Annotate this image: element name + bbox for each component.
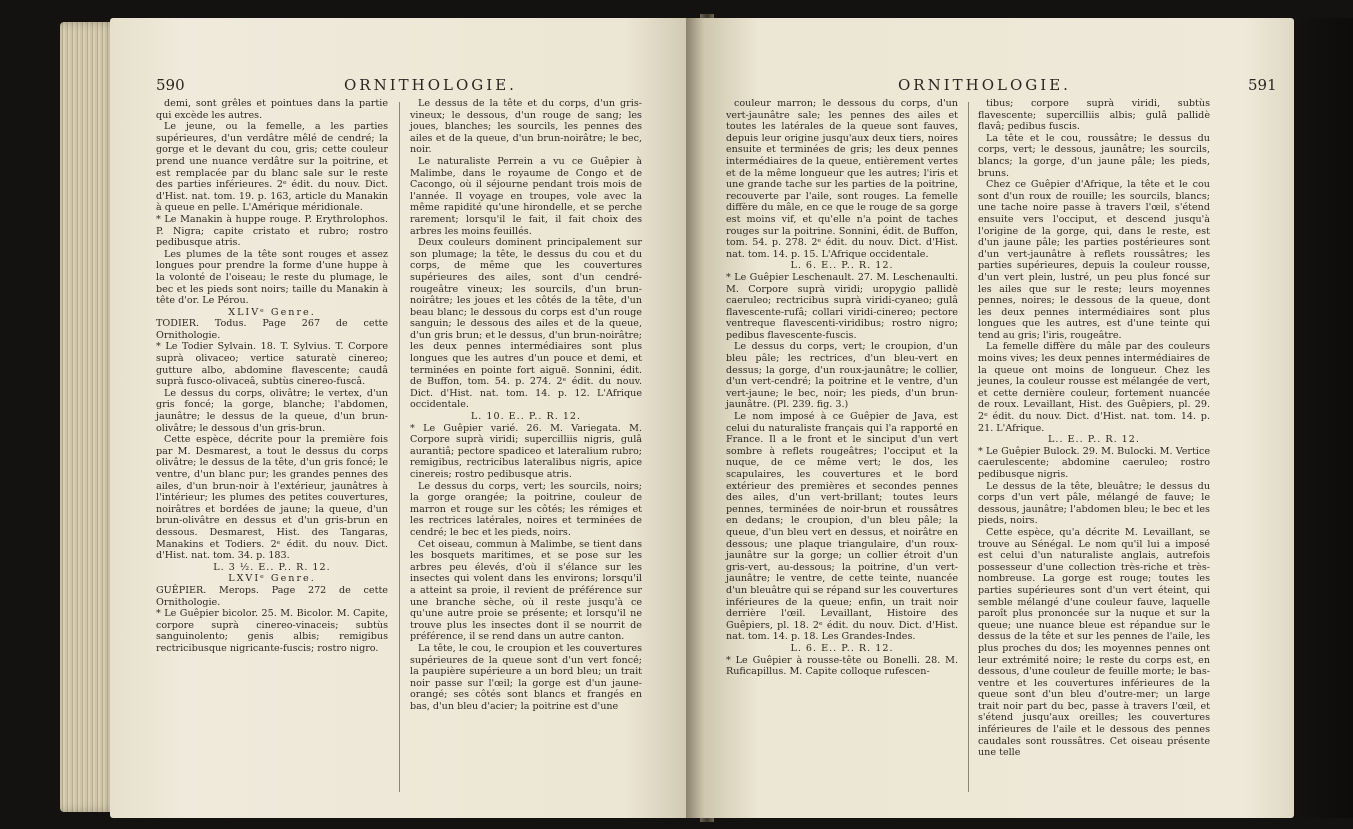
- right-page: [686, 18, 1294, 818]
- paragraph: Le dessus de la tête et du corps, d'un gris-vineux; le dessous, d'un rouge de sang; les joues, blanches; les sourcils, les pennes des ailes et de la queue, d'un brun-noirâtre; le bec, noir.: [410, 98, 642, 156]
- left-page: [110, 18, 716, 818]
- left-column-1: [156, 98, 388, 655]
- paragraph: Le dessus de la tête, bleuâtre; le dessus du corps d'un vert pâle, mélangé de fauve; le dessous, jaunâtre; l'abdomen bleu; le bec et les pieds, noirs.: [978, 480, 1210, 527]
- paragraph: Le dessus du corps, vert; le croupion, d'un bleu pâle; les rectrices, d'un bleu-vert en dessus; la gorge, d'un roux-jaunâtre; le collier, d'un vert-cendré; la poitrine et le ventre, d'un vert-jaune; le bec, noir; les pieds, d'un brun-jaunâtre. (Pl. 239. fig. 3.): [726, 341, 958, 411]
- paragraph: TODIER. Todus. Page 267 de cette Ornithologie.: [156, 318, 388, 341]
- paragraph: L. 6. E.. P.. R. 12.: [790, 260, 894, 272]
- paragraph: * Le Guêpier varié. 26. M. Variegata. M. Corpore suprà viridi; supercilliis nigris, gulâ aurantiâ; pectore spadiceo et lateralium rubro; remigibus, rectricibus lateralibus nigris, apice cinereis; rostro pedibusque atris.: [410, 422, 642, 480]
- paragraph: Le dessus du corps, vert; les sourcils, noirs; la gorge orangée; la poitrine, couleur de marron et rouge sur les côtés; les rémiges et les rectrices latérales, noires et terminées de cendré; le bec et les pieds, noirs.: [410, 480, 642, 538]
- paragraph: La tête, le cou, le croupion et les couvertures supérieures de la queue sont d'un vert foncé; la paupière supérieure a un bord bleu; un trait noir passe sur l'œil; la gorge est d'un jaune-orangé; ses côtés sont blancs et frangés en bas, d'un bleu d'acier; la poitrine est d'une: [410, 642, 642, 712]
- left-running-head: ORNITHOLOGIE.: [344, 76, 517, 94]
- column-rule: [968, 102, 969, 792]
- paragraph: Le naturaliste Perrein a vu ce Guêpier à Malimbe, dans le royaume de Congo et de Cacongo, où il séjourne pendant trois mois de l'année. Il voyage en troupes, vole avec la même rapidité qu'une hirondelle, et se perche rarement; lorsqu'il le fait, il fait choix des arbres les moins feuillés.: [410, 155, 642, 237]
- column-rule: [399, 102, 400, 792]
- paragraph: GUÊPIER. Merops. Page 272 de cette Ornithologie.: [156, 584, 388, 608]
- paragraph: XLIVᵉ Genre.: [228, 306, 316, 318]
- paragraph: couleur marron; le dessous du corps, d'un vert-jaunâtre sale; les pennes des ailes et toutes les latérales de la queue sont fauves, depuis leur origine jusqu'aux deux tiers, noires ensuite et terminées de gris; les deux pennes intermédiaires de la queue, entièrement vertes et de la même longueur que les autres; l'iris et une grande tache sur les parties de la poitrine, recouverte par l'aile, sont rouges. La femelle diffère du mâle, en ce que le rouge de sa gorge est moins vif, et qu'elle n'a point de taches rouges sur la poitrine. Sonnini, édit. de Buffon, tom. 54. p. 278. 2ᵉ édit. du nouv. Dict. d'Hist. nat. tom. 14. p. 15. L'Afrique occidentale.: [726, 98, 958, 260]
- left-column-2: [410, 98, 642, 712]
- paragraph: demi, sont grêles et pointues dans la partie qui excède les autres.: [156, 98, 388, 121]
- open-book: [60, 14, 1353, 822]
- paragraph: * Le Guêpier à rousse-tête ou Bonelli. 28. M. Ruficapillus. M. Capite colloque rufescen-: [726, 654, 958, 678]
- paragraph: Cet oiseau, commun à Malimbe, se tient dans les bosquets maritimes, et se pose sur les arbres peu élevés, d'où il s'élance sur les insectes qui volent dans les environs; lorsqu'il a atteint sa proie, il revient de préférence sur une branche sèche, où il reste jusqu'à ce qu'une autre proie se présente; et lorsqu'il ne trouve plus les insectes dont il se nourrit de préférence, il se rend dans un autre canton.: [410, 538, 642, 643]
- paragraph: * Le Guêpier Leschenault. 27. M. Leschenaulti. M. Corpore suprà viridi; uropygio pallidè caeruleo; rectricibus suprà viridi-cyaneo; gulâ flavescente-rufâ; collari viridi-cinereo; pectore ventreque flavescenti-viridibus; rostro nigro; pedibus flavescente-fuscis.: [726, 271, 958, 341]
- paragraph: Le jeune, ou la femelle, a les parties supérieures, d'un verdâtre mêlé de cendré; la gorge et le devant du cou, gris; cette couleur prend une nuance verdâtre sur la poitrine, et est remplacée par du blanc sale sur le reste des parties inférieures. 2ᵉ édit. du nouv. Dict. d'Hist. nat. tom. 19. p. 163, article du Manakin à queue en pelle. L'Amérique méridionale.: [156, 121, 388, 214]
- paragraph: Les plumes de la tête sont rouges et assez longues pour prendre la forme d'une huppe à la volonté de l'oiseau; le reste du plumage, le bec et les pieds sont noirs; taille du Manakin à tête d'or. Le Pérou.: [156, 248, 388, 307]
- paragraph: Chez ce Guêpier d'Afrique, la tête et le cou sont d'un roux de rouille; les sourcils, blancs; une tache noire passe à travers l'œil, s'étend ensuite vers l'occiput, et descend jusqu'à l'origine de la gorge, qui, dans le reste, est d'un jaune pâle; les parties postérieures sont d'un vert-jaunâtre à reflets roussâtres; les parties supérieures, depuis la couleur rousse, d'un vert plein, lustré, un peu plus foncé sur les ailes que sur le reste; leurs moyennes pennes, noires; le dessous de la queue, dont les deux pennes intermédiaires sont plus longues que les autres, est d'une teinte qui tend au gris; l'iris, rougeâtre.: [978, 179, 1210, 341]
- paragraph: L.. E.. P.. R. 12.: [1048, 434, 1140, 446]
- paragraph: L. 6. E.. P.. R. 12.: [790, 642, 894, 654]
- paragraph: Deux couleurs dominent principalement sur son plumage; la tête, le dessus du cou et du corps, de même que les couvertures supérieures des ailes, sont d'un cendré-rougeâtre vineux; les sourcils, d'un brun-noirâtre; les joues et les côtés de la tête, d'un beau blanc; le dessous du corps est d'un rouge sanguin; le dessous des ailes et de la queue, d'un gris brun; et le dessus, d'un brun-noirâtre; les deux pennes intermédiaires sont plus longues que les autres d'un pouce et demi, et terminées en pointe fort aiguë. Sonnini, édit. de Buffon, tom. 54. p. 274. 2ᵉ édit. du nouv. Dict. d'Hist. nat. tom. 14. p. 12. L'Afrique occidentale.: [410, 237, 642, 411]
- paragraph: * Le Guêpier Bulock. 29. M. Bulocki. M. Vertice caerulescente; abdomine caeruleo; rostro pedibusque nigris.: [978, 445, 1210, 480]
- left-folio: 590: [156, 76, 185, 94]
- paragraph: * Le Todier Sylvain. 18. T. Sylvius. T. Corpore suprà olivaceo; vertice saturatè cinereo; gutture albo, abdomine flavescente; caudâ suprà fusco-olivaceâ, subtùs cinereo-fuscâ.: [156, 341, 388, 388]
- paragraph: Le dessus du corps, olivâtre; le vertex, d'un gris foncé; la gorge, blanche; l'abdomen, jaunâtre; le dessus de la queue, d'un brun-olivâtre; le dessous d'un gris-brun.: [156, 387, 388, 434]
- right-folio: 591: [1248, 76, 1277, 94]
- paragraph: * Le Manakin à huppe rouge. P. Erythrolophos. P. Nigra; capite cristato et rubro; rostro pedibusque atris.: [156, 213, 388, 249]
- right-running-head: ORNITHOLOGIE.: [898, 76, 1071, 94]
- right-column-1: [726, 98, 958, 678]
- paragraph: Cette espèce, décrite pour la première fois par M. Desmarest, a tout le dessus du corps olivâtre; le dessus de la tête, d'un gris foncé; le ventre, d'un blanc pur; les grandes pennes des ailes, d'un brun-noir à l'extérieur, jaunâtres à l'intérieur; les plumes des petites couvertures, noirâtres et bordées de jaune; la queue, d'un brun-olivâtre en dessus et d'un gris-brun en dessous. Desmarest, Hist. des Tangaras, Manakins et Todiers. 2ᵉ édit. du nouv. Dict. d'Hist. nat. tom. 34. p. 183.: [156, 434, 388, 562]
- paragraph: La tête et le cou, roussâtre; le dessus du corps, vert; le dessous, jaunâtre; les sourcils, blancs; la gorge, d'un jaune pâle; les pieds, bruns.: [978, 132, 1210, 179]
- paragraph: Cette espèce, qu'a décrite M. Levaillant, se trouve au Sénégal. Le nom qu'il lui a imposé est celui d'un naturaliste anglais, autrefois possesseur d'une collection très-riche et très-nombreuse. La gorge est rouge; toutes les parties supérieures sont d'un vert éteint, qui semble mélangé d'une couleur fauve, laquelle paroît plus prononcée sur la nuque et sur la queue; une nuance bleue est répandue sur le dessus de la tête et sur les pennes de l'aile, les plus proches du dos; les moyennes pennes ont leur extrémité noire; le reste du corps est, en dessous, d'une couleur de feuille morte; le bas-ventre et les couvertures inférieures de la queue sont d'un bleu d'outre-mer; un large trait noir part du bec, passe à travers l'œil, et s'étend jusqu'aux oreilles; les couvertures inférieures de l'aile et le dessous des pennes caudales sont roussâtres. Cet oiseau présente une telle: [978, 526, 1210, 759]
- paragraph: Le nom imposé à ce Guêpier de Java, est celui du naturaliste français qui l'a rapporté en France. Il a le front et le sinciput d'un vert sombre à reflets rougeâtres; l'occiput et la nuque, de ce même vert; le dos, les scapulaires, les couvertures et le bord extérieur des premières et secondes pennes des ailes, d'un vert-brillant; toutes leurs pennes, terminées de noir-brun et roussâtres en dedans; le croupion, d'un bleu pâle; la queue, d'un bleu vert en dessus, et noirâtre en dessous; une plaque triangulaire, d'un roux-jaunâtre sur la gorge; un collier étroit d'un gris-vert, au-dessous; la poitrine, d'un vert-jaunâtre; le ventre, de cette teinte, nuancée d'un bleuâtre qui se répand sur les couvertures inférieures de la queue; enfin, un trait noir derrière l'œil. Levaillant, Histoire des Guêpiers, pl. 18. 2ᵉ édit. du nouv. Dict. d'Hist. nat. tom. 14. p. 18. Les Grandes-Indes.: [726, 411, 958, 643]
- paragraph: tibus; corpore suprà viridi, subtùs flavescente; supercilliis albis; gulâ pallidè flavâ; pedibus fuscis.: [978, 98, 1210, 133]
- paragraph: LXVIᵉ Genre.: [228, 573, 316, 585]
- right-column-2: [978, 98, 1210, 759]
- paragraph: L. 10. E.. P.. R. 12.: [470, 411, 582, 423]
- paragraph: L. 3 ½. E.. P.. R. 12.: [213, 561, 331, 573]
- paragraph: * Le Guêpier bicolor. 25. M. Bicolor. M. Capite, corpore suprà cinereo-vinaceis; subtùs sanguinolento; genis albis; remigibus rectricibusque nigricante-fuscis; rostro nigro.: [156, 608, 388, 654]
- right-edge-shadow: [1293, 18, 1353, 818]
- paragraph: La femelle diffère du mâle par des couleurs moins vives; les deux pennes intermédiaires de la queue ont moins de longueur. Chez les jeunes, la couleur rousse est mélangée de vert, et cette dernière couleur, fortement nuancée de roux. Levaillant, Hist. des Guêpiers, pl. 29. 2ᵉ édit. du nouv. Dict. d'Hist. nat. tom. 14. p. 21. L'Afrique.: [978, 341, 1210, 434]
